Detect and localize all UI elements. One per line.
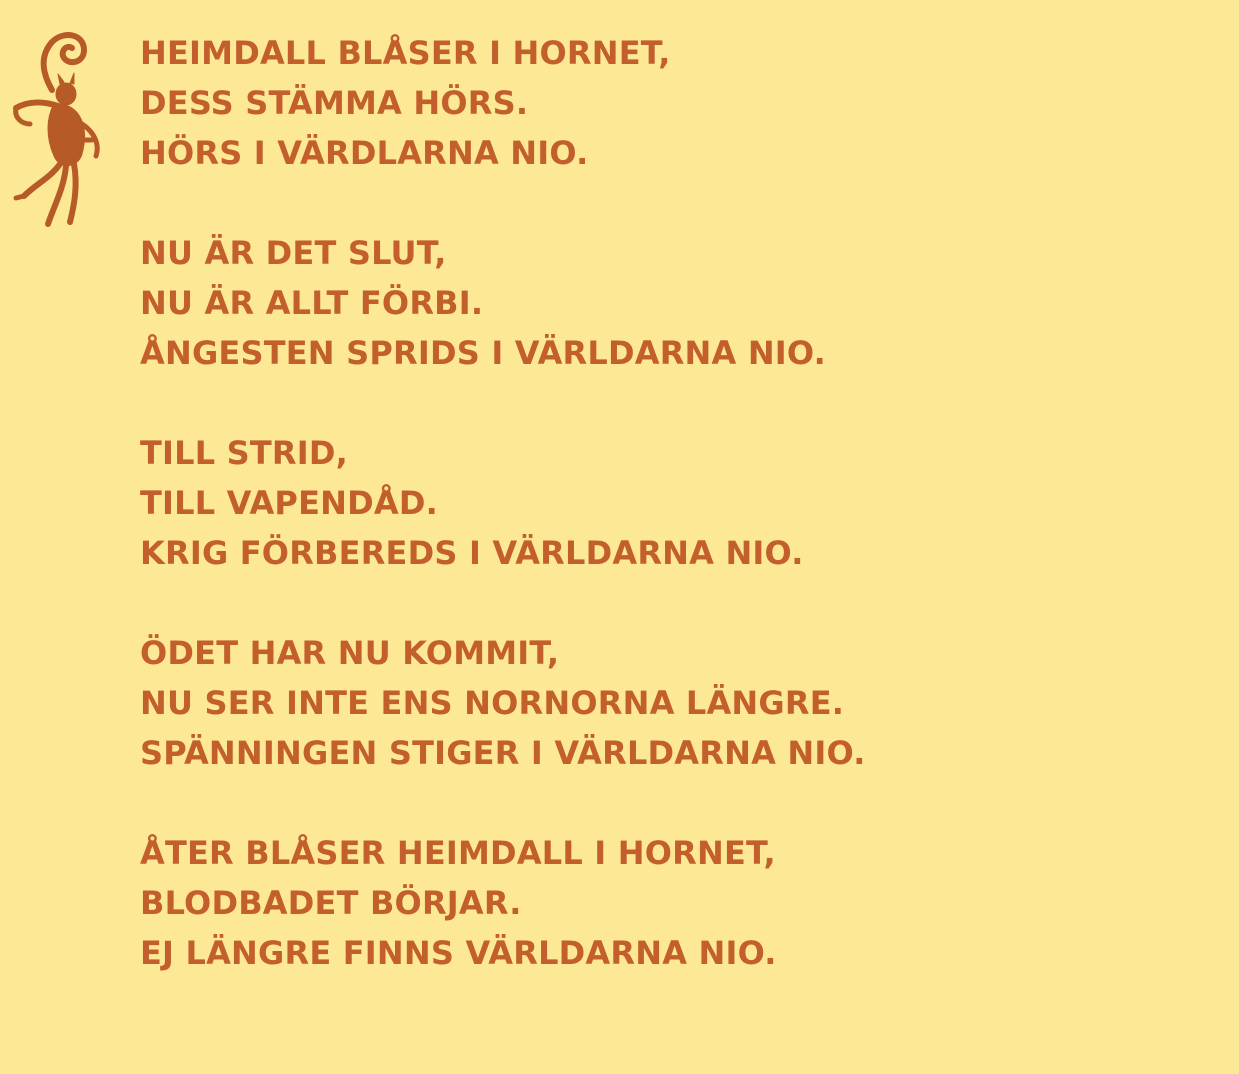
poem [140, 28, 1220, 978]
poem-line: HEIMDALL BLÅSER I HORNET, [140, 34, 671, 72]
stanza [140, 628, 1220, 778]
stanza [140, 28, 1220, 178]
heimdall-horn-figure-icon [8, 28, 108, 233]
stanza [140, 228, 1220, 378]
poem-line: TILL VAPENDÅD. [140, 484, 438, 522]
poem-line: NU ÄR DET SLUT, [140, 234, 447, 272]
stanza [140, 828, 1220, 978]
poem-line: KRIG FÖRBEREDS I VÄRLDARNA NIO. [140, 534, 804, 572]
poem-line: SPÄNNINGEN STIGER I VÄRLDARNA NIO. [140, 734, 866, 772]
poem-line: HÖRS I VÄRDLARNA NIO. [140, 134, 589, 172]
poem-line: TILL STRID, [140, 434, 348, 472]
poem-line: EJ LÄNGRE FINNS VÄRLDARNA NIO. [140, 934, 777, 972]
poem-line: BLODBADET BÖRJAR. [140, 884, 522, 922]
poem-line: ÖDET HAR NU KOMMIT, [140, 634, 560, 672]
horn-blower-figure-svg [8, 28, 108, 233]
poem-line: NU SER INTE ENS NORNORNA LÄNGRE. [140, 684, 845, 722]
stanza [140, 428, 1220, 578]
poem-line: ÅNGESTEN SPRIDS I VÄRLDARNA NIO. [140, 334, 826, 372]
poem-line: DESS STÄMMA HÖRS. [140, 84, 529, 122]
poem-line: NU ÄR ALLT FÖRBI. [140, 284, 484, 322]
poem-line: ÅTER BLÅSER HEIMDALL I HORNET, [140, 834, 776, 872]
